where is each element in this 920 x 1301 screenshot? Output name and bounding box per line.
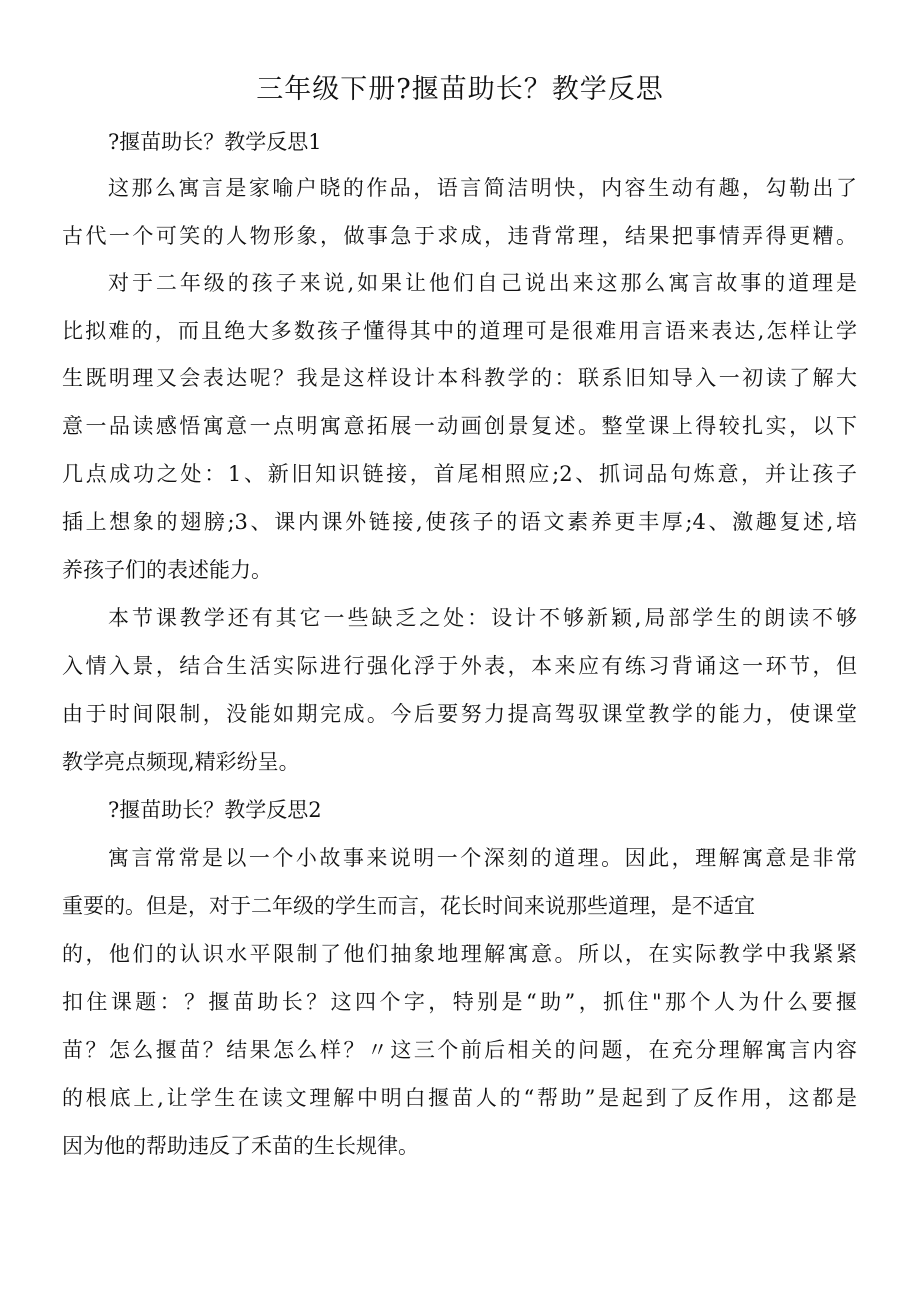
paragraph-line: 养孩子们的表述能力。 [62,558,272,582]
paragraph-line: 教学亮点频现,精彩纷呈。 [62,750,300,774]
paragraph-line: 几点成功之处：1、新旧知识链接，首尾相照应;2、抓词品句炼意，并让孩子 [62,462,857,486]
paragraph-line: 意一品读感悟寓意一点明寓意拓展一动画创景复述。整堂课上得较扎实，以下 [62,414,857,438]
section-heading-2: ?揠苗助长？教学反思2 [108,798,322,822]
paragraph-line: 由于时间限制，没能如期完成。今后要努力提高驾驭课堂教学的能力，使课堂 [62,702,857,726]
section-heading-1: ?揠苗助长？教学反思1 [108,130,322,154]
paragraph-line: 苗？怎么揠苗？结果怎么样？〃这三个前后相关的问题，在充分理解寓言内容 [62,1038,857,1062]
paragraph-line: 比拟难的，而且绝大多数孩子懂得其中的道理可是很难用言语来表达,怎样让学 [62,319,857,343]
document-title: 三年级下册?揠苗助长？教学反思 [256,74,664,105]
paragraph-line: 的根底上,让学生在读文理解中明白揠苗人的“帮助”是起到了反作用，这都是 [62,1086,857,1110]
paragraph-line: 这那么寓言是家喻户晓的作品，语言简洁明快，内容生动有趣，勾勒出了 [108,176,857,200]
paragraph-line: 生既明理又会表达呢？我是这样设计本科教学的：联系旧知导入一初读了解大 [62,366,857,390]
paragraph-line: 本节课教学还有其它一些缺乏之处：设计不够新颖,局部学生的朗读不够 [108,606,857,630]
paragraph-line: 插上想象的翅膀;3、课内课外链接,使孩子的语文素养更丰厚;4、激趣复述,培 [62,510,857,534]
paragraph-line: 因为他的帮助违反了禾苗的生长规律。 [62,1134,419,1158]
paragraph-line: 对于二年级的孩子来说,如果让他们自己说出来这那么寓言故事的道理是 [108,271,857,295]
paragraph-line: 重要的。但是，对于二年级的学生而言，花长时间来说那些道理，是不适宜 [62,894,755,918]
paragraph-line: 扣住课题：？揠苗助长？这四个字，特别是“助”，抓住"那个人为什么要揠 [62,990,857,1014]
paragraph-line: 入情入景，结合生活实际进行强化浮于外表，本来应有练习背诵这一环节，但 [62,654,857,678]
paragraph-line: 的，他们的认识水平限制了他们抽象地理解寓意。所以，在实际教学中我紧紧 [62,942,857,966]
paragraph-line: 寓言常常是以一个小故事来说明一个深刻的道理。因此，理解寓意是非常 [108,846,857,870]
paragraph-line: 古代一个可笑的人物形象，做事急于求成，违背常理，结果把事情弄得更糟。 [62,224,857,248]
